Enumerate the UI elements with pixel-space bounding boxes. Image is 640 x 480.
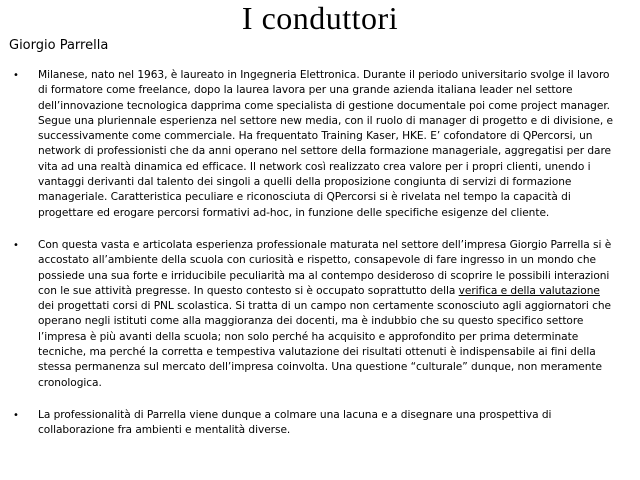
bullet-item-conclusion	[0, 408, 640, 439]
bullet-marker: •	[13, 409, 19, 421]
bullet-marker: •	[13, 239, 19, 251]
underlined-phrase: verifica e della valutazione	[458, 284, 600, 297]
bullet-text-start: Con questa vasta e articolata esperienza professionale maturata nel settore dell’impresa Giorgio Parrella si è accostato all’ambiente della scuola con curiosità e rispetto, consapevole di fare ingresso in un mondo che possiede una sua forte e irriducibile peculiarità ma al contempo desideroso di scoprire le possibili interazioni con le sue attività pregresse. In questo contesto si è occupato soprattutto della	[38, 238, 612, 297]
bullet-text-end: dei progettati corsi di PNL scolastica. Si tratta di un campo non certamente sconosciuto agli aggiornatori che operano negli istituti come alla maggioranza dei docenti, ma è indubbio che su questo specifico settore l’impresa è più avanti della scuola; non solo perché ha acquisito e approfondito per prima determinate tecniche, ma perché la corretta e tempestiva valutazione dei risultati ottenuti è indispensabile ai fini della stessa permanenza sul mercato dell’impresa coinvolta. Una questione “culturale” dunque, non meramente cronologica.	[38, 300, 611, 389]
bullet-text: Milanese, nato nel 1963, è laureato in Ingegneria Elettronica. Durante il periodo universitario svolge il lavoro di formatore come freelance, dopo la laurea lavora per una grande azienda italiana leader nel settore dell’innovazione tecnologica dapprima come specialista di gestione documentale poi come project manager. Segue una pluriennale esperienza nel settore new media, con il ruolo di manager di progetto e di divisione, e successivamente come commerciale. Ha frequentato Training Kaser, HKE. E’ cofondatore di QPercorsi, un network di professionisti che da anni operano nel settore della formazione manageriale, aggregatisi per dare vita ad una realtà dinamica ed efficace. Il network così realizzato crea valore per i propri clienti, unendo i vantaggi derivanti dal talento dei singoli a quelli della proposizione congiunta di servizi di formazione manageriale. Caratteristica peculiare e riconosciuta di QPercorsi si è rivelata nel tempo la capacità di progettare ed erogare percorsi formativi ad-hoc, in funzione delle specifiche esigenze del cliente.	[38, 69, 613, 219]
speaker-name: Giorgio Parrella	[9, 38, 109, 53]
bullet-item-school-experience	[0, 238, 640, 391]
bullet-marker: •	[13, 70, 19, 81]
biography-list	[0, 68, 640, 439]
bullet-text: La professionalità di Parrella viene dunque a colmare una lacuna e a disegnare una prospettiva di collaborazione fra ambienti e mentalità diverse.	[38, 408, 552, 437]
bullet-item-background	[0, 68, 640, 221]
page-title: I conduttori	[241, 0, 399, 36]
